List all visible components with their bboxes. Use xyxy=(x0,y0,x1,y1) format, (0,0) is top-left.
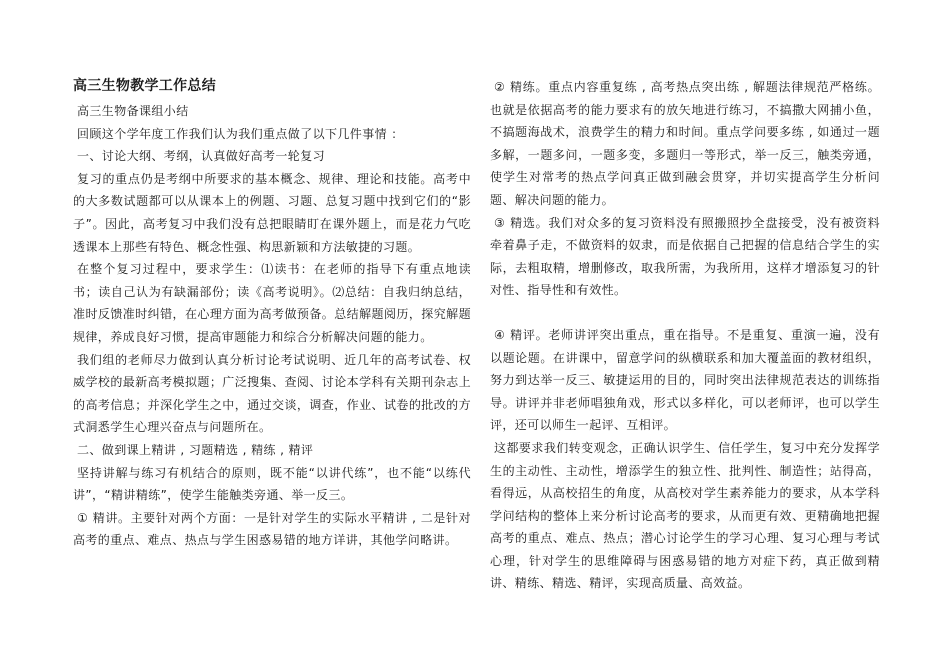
left-column xyxy=(73,76,471,552)
paragraph-point-4: ④ 精评。老师讲评突出重点，重在指导。不是重复、重演一遍，没有以题论题。在讲课中，留意学问的纵横联系和加大覆盖面的教材组织，努力到达举一反三、敏捷运用的目的，同时突出法律规范表达的训练指导。讲评并非老师唱独角戏，形式以多样化，可以老师评，也可以学生评，还可以师生一起评、互相评。 xyxy=(490,327,880,433)
right-column xyxy=(490,76,880,595)
paragraph-intro: 回顾这个学年度工作我们认为我们重点做了以下几件事情 ： xyxy=(77,126,404,141)
paragraph-review-focus: 复习的重点仍是考纲中所要求的基本概念、规律、理论和技能。高考中的大多数试题都可以从课本上的例题、习题、总复习题中找到它们的“影子”。因此，高考复习中我们没有总把眼睛盯在课外题上，而是花力气吃透课本上那些有特色、概念性强、构思新颖和方法敏捷的习题。 xyxy=(73,171,471,254)
paragraph-teacher-research: 我们组的老师尽力做到认真分析讨论考试说明、近几年的高考试卷、权威学校的最新高考模拟题；广泛搜集、查阅、讨论本学科有关期刊杂志上的高考信息；并深化学生之中，通过交谈，调查，作业、试卷的批改的方式洞悉学生心理兴奋点与问题所在。 xyxy=(73,352,471,435)
paragraph-student-requirements: 在整个复习过程中，要求学生：⑴读书：在老师的指导下有重点地读书；读自己认为有缺漏部份；读《高考说明》。⑵总结：自我归纳总结，准时反馈准时纠错，在心理方面为高考做预备。总结解题阅历，探究解题规律，养成良好习惯，提高审题能力和综合分析解决问题的能力。 xyxy=(73,262,471,344)
section-heading-1: 一、讨论大纲、考纲，认真做好高考一轮复习 xyxy=(77,149,326,164)
document-title: 高三生物教学工作总结 xyxy=(73,78,216,94)
paragraph-point-2: ② 精练。重点内容重复练 , 高考热点突出练 , 解题法律规范严格练。也就是依据高考的能力要求有的放矢地进行练习，不搞撒大网捕小鱼，不搞题海战术，浪费学生的精力和时间。重点学问要多练 , 如通过一题多解，一题多问，一题多变，多题归一等形式，举一反三，触类旁通，使学生对常考的热点学问真正做到融会贯穿，并切实提高学生分析问题、解决问题的能力。 xyxy=(490,80,880,207)
paragraph-conclusion: 这都要求我们转变观念，正确认识学生、信任学生，复习中充分发挥学生的主动性、主动性，增添学生的独立性、批判性、制造性；站得高，看得远，从高校招生的角度，从高校对学生素养能力的要求，从本学科学问结构的整体上来分析讨论高考的要求，从而更有效、更精确地把握高考的重点、难点、热点；潜心讨论学生的学习心理、复习心理与考试心理，针对学生的思维障碍与困惑易错的地方对症下药，真正做到精讲、精练、精选、精评，实现高质量、高效益。 xyxy=(490,440,880,591)
paragraph-subtitle: 高三生物备课组小结 xyxy=(77,104,189,118)
paragraph-spacer xyxy=(490,302,880,324)
paragraph-point-3: ③ 精选。我们对众多的复习资料没有照搬照抄全盘接受，没有被资料牵着鼻子走，不做资料的奴隶，而是依据自己把握的信息结合学生的实际，去粗取精，增删修改，取我所需，为我所用，这样才增添复习的针对性、指导性和有效性。 xyxy=(490,215,880,298)
section-heading-2: 二、做到课上精讲 , 习题精选 , 精练 , 精评 xyxy=(77,442,314,457)
paragraph-point-1: ① 精讲。主要针对两个方面：一是针对学生的实际水平精讲 , 二是针对高考的重点、难点、热点与学生困惑易错的地方详讲，其他学问略讲。 xyxy=(73,510,471,548)
paragraph-lecture-practice: 坚持讲解与练习有机结合的原则，既不能“以讲代练”，也不能“以练代讲”，“精讲精练”，使学生能触类旁通、举一反三。 xyxy=(73,465,471,503)
